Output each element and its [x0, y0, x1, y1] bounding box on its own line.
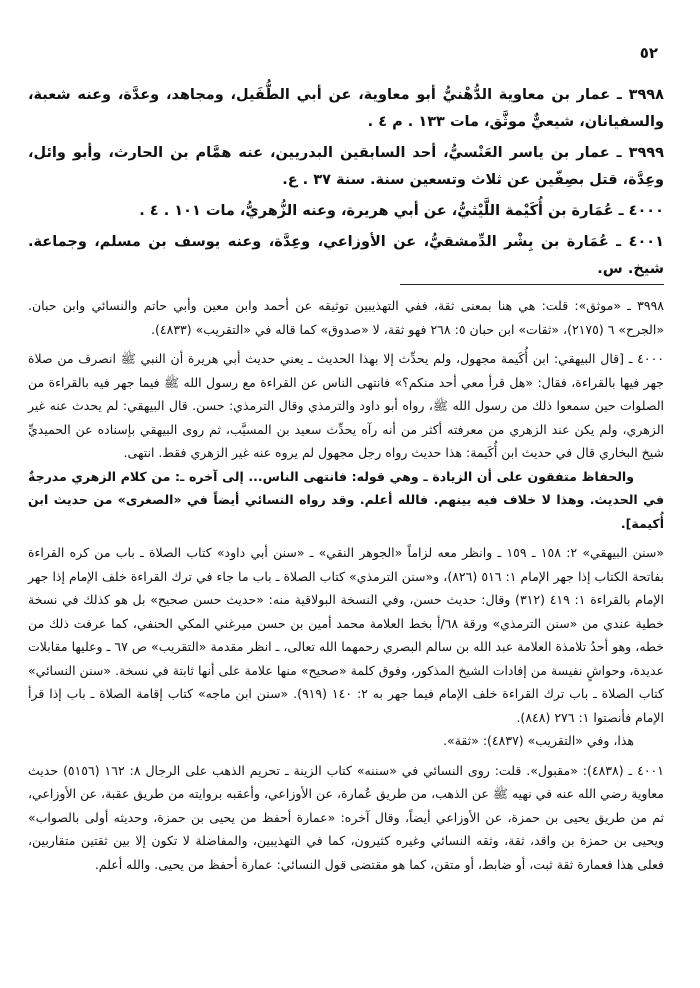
- entry-4000: ٤٠٠٠ ـ عُمَارة بن أُكَيْمة اللَّيْثيُّ، عن أبي هريرة، وعنه الزُّهريُّ، مات ١٠١ . ٤ .: [139, 203, 664, 219]
- footnote-4000-taqrib: هذا، وفي «التقريب» (٤٨٣٧): «ثقة».: [443, 733, 634, 748]
- footnote-3998: ٣٩٩٨ ـ «موثق»: قلت: هي هنا بمعنى ثقة، ففي التهذيبين توثيقه عن أحمد وابن معين وأبي حاتم والنسائي وابن حبان. «الجرح» ٦ (٢١٧٥)، «ثقات» ابن حبان ٥: ٢٦٨ فهو ثقة، لا «صدوق» كما قاله في «التقريب» (٤٨٣٣).: [28, 298, 664, 337]
- footnote-4000-continued: والحفاظ متفقون على أن الزيادة ـ وهي قوله: فانتهى الناس... إلى آخره ـ: من كلام الزهري مدرجةٌ في الحديث. وهذا لا خلاف فيه بينهم. فالله أعلم. وقد رواه النسائي أيضاً في «الصغرى» من حديث ابن أُكيمة].: [28, 468, 664, 531]
- entry-3998: ٣٩٩٨ ـ عمار بن معاوية الدُّهْنيُّ أبو معاوية، عن أبي الطُّفَيل، ومجاهد، وعدَّة، وعنه شعبة، والسفيانان، شيعيٌّ موثَّق، مات ١٣٣ . م ٤ .: [28, 87, 664, 130]
- footnote-4000-sources: «سنن البيهقي» ٢: ١٥٨ ـ ١٥٩ ـ وانظر معه لزاماً «الجوهر النقي» ـ «سنن أبي داود» كتاب الصلاة ـ باب من كره القراءة بفاتحة الكتاب إذا جهر الإمام ١: ٥١٦ (٨٢٦)، و«سنن الترمذي» كتاب الصلاة ـ باب ما جاء في ترك القراءة خلف الإمام إذا جهر الإمام بالقراءة ١: ٤١٩ (٣١٢) وقال: حديث حسن، وفي النسخة البولاقية منه: «حديث حسن صحيح» بل هو كذلك في نسخة خطية عندي من «سنن الترمذي» ورقة ٦٨/أ بخط العلامة محمد أمين بن حسن ميرغني المكي الحنفي، كما عرفت ذلك من خطه، وهو أحدُ تلامذة العلامة عبد الله بن سالم البصري رحمهما الله تعالى، ـ انظر مقدمة «التقريب» ص ٦٧ ـ وعليها مقابلات عديدة، وحواشٍ نفيسة من إفادات الشيخ المذكور، وفوق كلمة «صحيح» منها علامة على أنها ثابتة في نسخة. «سنن النسائي» كتاب الصلاة ـ باب ترك القراءة خلف الإمام فيما جهر به ٢: ١٤٠ (٩١٩). «سنن ابن ماجه» كتاب إقامة الصلاة ـ باب إذا قرأ الإمام فأنصتوا ١: ٢٧٦ (٨٤٨).: [28, 545, 665, 725]
- footnote-4001: ٤٠٠١ ـ (٤٨٣٨): «مقبول». قلت: روى النسائي في «سننه» كتاب الزينة ـ تحريم الذهب على الرجال ٨: ١٦٢ (٥١٥٦) حديث معاوية رضي الله عنه في نهيه ﷺ عن الذهب، من طريق عُمارة، عن الأوزاعي، وأعقبه بروايته من طريق عقبة، عن الأوزاعي، ثم من طريق يحيى بن حمزة، عن الأوزاعي أيضاً، وقال آخره: «عمارة أحفظ من يحيى بن حمزة، وحديثه أولى بالصواب» ويحيى بن حمزة بن واقد، ثقة، وثقه النسائي وغيره كثيرون، كما في التهذيبين، والمفاضلة لا تكون إلا بين ثقتين متقاربين، فعلى هذا فعمارة ثقة ثبت، أو ضابط، أو متقن، كما هو مقتضى قول النسائي: عمارة أحفظ من يحيى. والله أعلم.: [28, 762, 664, 872]
- entry-4001: ٤٠٠١ ـ عُمَارة بن بِشْر الدِّمشقيُّ، عن الأوزاعي، وعِدَّة، وعنه يوسف بن مسلم، وجماعة. شيخ. س.: [28, 234, 664, 277]
- footnotes: [28, 294, 664, 876]
- biography-entries: [28, 82, 664, 287]
- footnote-4000: ٤٠٠٠ ـ [قال البيهقي: ابن أُكَيمة مجهول، ولم يحدِّث إلا بهذا الحديث ـ يعني حديث أبي هريرة أن النبي ﷺ انصرف من صلاة جهر فيها بالقراءة، فقال: «هل قرأ معي أحد منكم؟» فانتهى الناس عن القراءة مع رسول الله ﷺ فيما جهر فيه بالقراءة من الصلوات حين سمعوا ذلك من رسول الله ﷺ، رواه أبو داود والترمذي وقال الترمذي: حسن. قال البيهقي: لم يحدث عنه غير الزهري، ولم يكن عند الزهري من معرفته أكثر من أنه رآه يحدِّث سعيد بن المسيَّب، ثم روى البيهقي بإسناده عن الحميديِّ شيخ البخاري قال في حديث ابن أُكَيمة: هذا حديث رواه رجل مجهول لم يروه عنه غير الزهري فقط. انتهى.: [28, 351, 664, 460]
- entry-3999: ٣٩٩٩ ـ عمار بن ياسر العَنْسيُّ، أحد السابقين البدريين، عنه همَّام بن الحارث، وأبو وائل، وعِدَّة، قتل بصِفّين عن ثلاث وتسعين سنة. سنة ٣٧ . ع.: [28, 145, 664, 188]
- page-number: ٥٢: [639, 44, 658, 62]
- footnote-divider: [400, 284, 664, 285]
